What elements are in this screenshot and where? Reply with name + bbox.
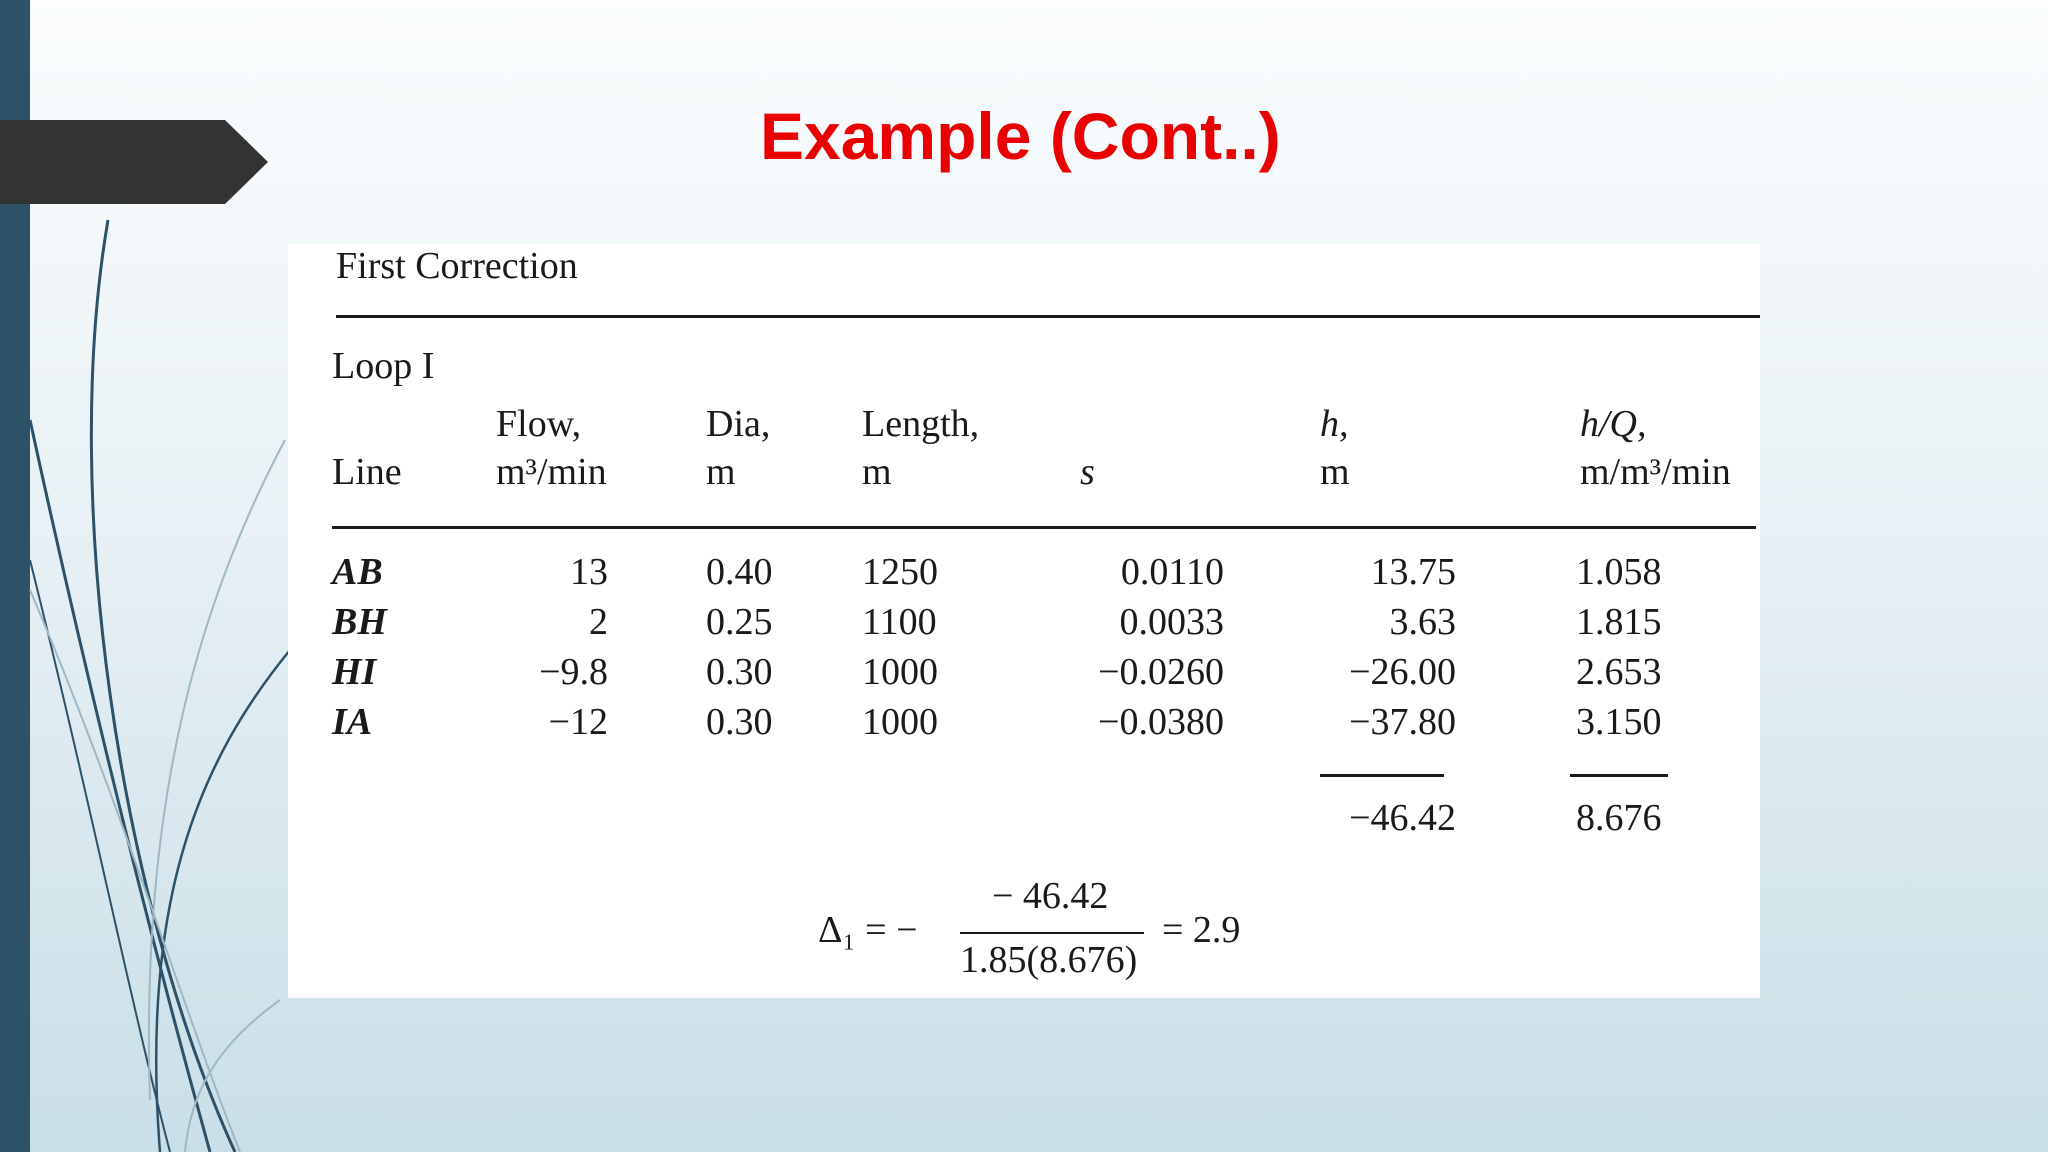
- loop-label: Loop I: [332, 345, 435, 387]
- row-s: −0.0380: [1098, 701, 1224, 743]
- rule-sum-h: [1320, 774, 1444, 777]
- row-dia: 0.30: [706, 651, 773, 693]
- row-flow: −9.8: [539, 651, 608, 693]
- row-hq: 3.150: [1576, 701, 1662, 743]
- row-s: 0.0033: [1119, 601, 1224, 643]
- equation-denominator: 1.85(8.676): [960, 939, 1138, 981]
- title-tab-marker: [0, 120, 268, 204]
- row-hq: 1.815: [1576, 601, 1662, 643]
- rule-top: [336, 315, 1760, 318]
- rule-sum-hq: [1570, 774, 1668, 777]
- row-h: −26.00: [1349, 651, 1456, 693]
- slide-title: Example (Cont..): [760, 99, 1281, 173]
- header-length: Length,: [862, 403, 980, 445]
- header-h: h,: [1320, 403, 1349, 445]
- row-length: 1000: [862, 701, 938, 743]
- header-flow: Flow,: [496, 403, 582, 445]
- row-length: 1000: [862, 651, 938, 693]
- row-flow: 13: [570, 551, 608, 593]
- row-dia: 0.25: [706, 601, 773, 643]
- row-hq: 2.653: [1576, 651, 1662, 693]
- row-flow: 2: [589, 601, 608, 643]
- row-s: −0.0260: [1098, 651, 1224, 693]
- total-hq: 8.676: [1576, 797, 1662, 839]
- row-h: −37.80: [1349, 701, 1456, 743]
- row-flow: −12: [548, 701, 608, 743]
- equation-rhs: = 2.9: [1162, 909, 1241, 951]
- header-length-unit: m: [862, 451, 892, 493]
- row-length: 1250: [862, 551, 938, 593]
- rule-header: [332, 526, 1756, 529]
- header-s: s: [1080, 451, 1095, 493]
- row-h: 3.63: [1389, 601, 1456, 643]
- table-caption: First Correction: [336, 245, 578, 287]
- row-h: 13.75: [1370, 551, 1456, 593]
- header-hq-unit: m/m³/min: [1580, 451, 1731, 493]
- table-image: [288, 244, 1760, 998]
- row-s: 0.0110: [1120, 551, 1224, 593]
- header-h-unit: m: [1320, 451, 1350, 493]
- row-hq: 1.058: [1576, 551, 1662, 593]
- row-line: HI: [332, 651, 377, 693]
- header-dia-unit: m: [706, 451, 736, 493]
- header-hq: h/Q,: [1580, 403, 1647, 445]
- row-dia: 0.30: [706, 701, 773, 743]
- total-h: −46.42: [1349, 797, 1456, 839]
- equation-fraction-bar: [960, 932, 1144, 934]
- header-dia: Dia,: [706, 403, 771, 445]
- row-dia: 0.40: [706, 551, 773, 593]
- row-line: BH: [332, 601, 387, 643]
- row-length: 1100: [862, 601, 937, 643]
- header-flow-unit: m³/min: [496, 451, 607, 493]
- header-line: Line: [332, 451, 402, 493]
- row-line: AB: [332, 551, 383, 593]
- equation-numerator: − 46.42: [992, 875, 1109, 917]
- row-line: IA: [332, 701, 373, 743]
- equation-lhs: Δ₁ = −: [818, 909, 918, 951]
